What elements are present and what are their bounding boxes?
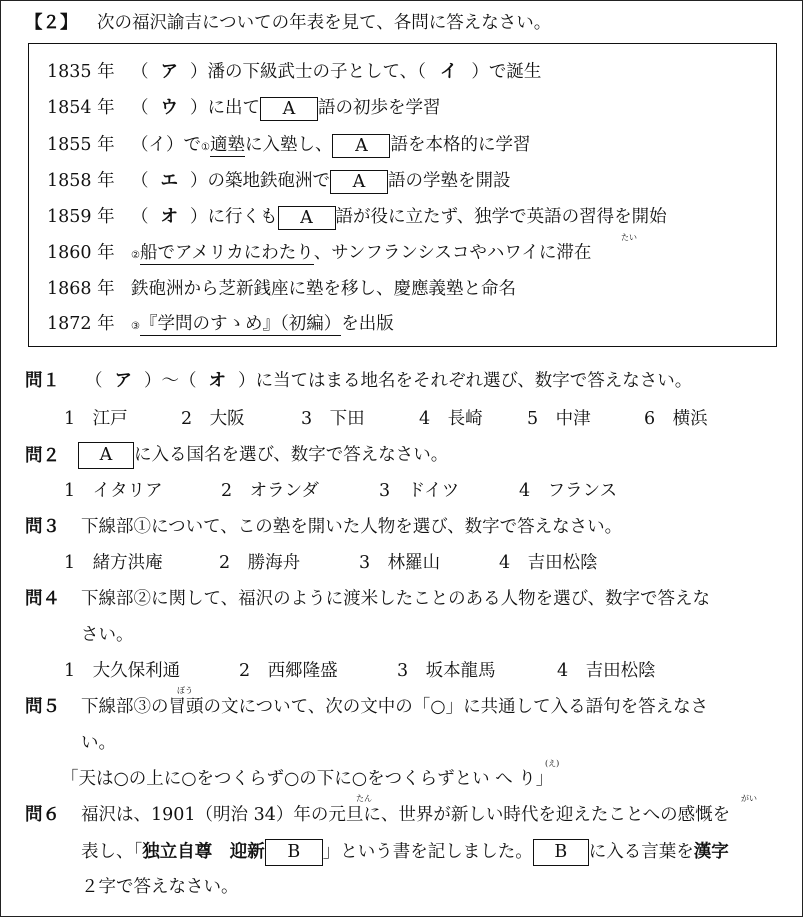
- question-text: A に入る国名を選び、数字で答えなさい。: [78, 442, 448, 469]
- question-text-line1: 下線部③の冒頭の文について、次の文中の「○」に共通して入る語句を答えなさ: [81, 697, 709, 717]
- timeline-event: （ エ ）の築地鉄砲洲で A 語の学塾を開設: [131, 171, 511, 192]
- timeline-year: 1859 年: [47, 207, 115, 227]
- choice-item: 4 フランス: [519, 481, 618, 501]
- motto-text: 独立自尊 迎新: [142, 842, 265, 862]
- quoted-sentence: 「天は○の上に○をつくらず○の下に○をつくらずとい へ り」: [61, 769, 554, 789]
- question-label: 問５: [25, 697, 60, 717]
- underlined-book-title: 『学問のすゝめ』（初編）: [139, 314, 342, 334]
- question-label: 問２: [25, 446, 60, 466]
- timeline-event: ②船でアメリカにわたり、サンフランシスコやハワイに滞在: [131, 243, 592, 263]
- answer-box-a: A: [78, 442, 134, 469]
- answer-box-a: A: [278, 206, 336, 230]
- answer-box-a: A: [260, 97, 318, 121]
- timeline-event: ③『学問のすゝめ』（初編）を出版: [131, 314, 394, 334]
- timeline-event: （イ）で①適塾に入塾し、 A 語を本格的に学習: [131, 135, 531, 156]
- blank-i: イ: [439, 62, 458, 82]
- question-text: 下線部①について、この塾を開いた人物を選び、数字で答えなさい。: [81, 517, 623, 537]
- choice-item: 1 大久保利通: [64, 661, 181, 681]
- question-text-line1: 下線部②に関して、福沢のように渡米したことのある人物を選び、数字で答えな: [81, 589, 710, 609]
- underline-mark-3: ③: [131, 321, 140, 332]
- timeline-year: 1855 年: [47, 135, 115, 155]
- section-number: 【２】: [25, 13, 78, 33]
- question-text-line3: ２字で答えなさい。: [81, 877, 239, 897]
- answer-box-b: B: [265, 839, 323, 866]
- choice-item: 2 オランダ: [221, 481, 319, 501]
- timeline-event: （ ア ）潘の下級武士の子として、（ イ ）で誕生: [131, 62, 542, 82]
- choice-item: 1 緒方洪庵: [64, 553, 163, 573]
- choice-item: 4 吉田松陰: [557, 661, 656, 681]
- choice-item: 1 江戸: [64, 409, 128, 429]
- timeline-event: （ オ ）に行くも A 語が役に立たず、独学で英語の習得を開始: [131, 207, 667, 228]
- choice-item: 4 吉田松陰: [499, 553, 598, 573]
- choice-item: 2 西郷隆盛: [239, 661, 338, 681]
- underline-mark-1: ①: [201, 142, 210, 153]
- timeline-year: 1872 年: [47, 314, 115, 334]
- choice-item: 3 坂本龍馬: [397, 661, 496, 681]
- ruby-bou: ぼう: [177, 686, 193, 695]
- answer-box-a: A: [332, 134, 390, 158]
- timeline-year: 1860 年: [47, 243, 115, 263]
- question-text-line2: さい。: [81, 625, 134, 645]
- ruby-e: (え): [545, 759, 560, 768]
- question-label: 問１: [25, 371, 60, 391]
- choice-item: 1 イタリア: [64, 481, 163, 501]
- blank-e: エ: [160, 171, 178, 191]
- question-text-line1: 福沢は、1901（明治 34）年の元旦に、世界が新しい時代を迎えたことへの感慨を: [81, 805, 731, 825]
- blank-o: オ: [160, 207, 178, 227]
- blank-u: ウ: [160, 98, 178, 118]
- timeline-box: [28, 43, 777, 347]
- underlined-voyage: 船でアメリカにわたり: [139, 243, 314, 263]
- answer-box-b: B: [533, 839, 589, 866]
- choice-item: 2 勝海舟: [219, 553, 301, 573]
- question-text: （ ア ）～（ オ ）に当てはまる地名をそれぞれ選び、数字で答えなさい。: [85, 371, 693, 391]
- answer-box-a: A: [330, 170, 388, 194]
- intro-text: 次の福沢諭吉についての年表を見て、各問に答えなさい。: [97, 13, 552, 33]
- choice-item: 3 ドイツ: [379, 481, 460, 501]
- ruby-gai: がい: [741, 794, 757, 803]
- timeline-year: 1854 年: [47, 98, 115, 118]
- blank-a: ア: [160, 62, 178, 82]
- question-text-line2: 表し、「独立自尊 迎新 B 」という書を記しました。 B に入る言葉を漢字: [81, 839, 729, 866]
- timeline-year: 1858 年: [47, 171, 115, 191]
- choice-item: 3 林羅山: [359, 553, 441, 573]
- choice-item: 2 大阪: [181, 409, 245, 429]
- choice-item: 3 下田: [301, 409, 365, 429]
- question-label: 問４: [25, 589, 60, 609]
- underline-mark-2: ②: [131, 250, 140, 261]
- choice-item: 4 長崎: [419, 409, 483, 429]
- timeline-event: （ ウ ）に出て A 語の初歩を学習: [131, 98, 441, 119]
- timeline-year: 1868 年: [47, 279, 115, 299]
- question-label: 問３: [25, 517, 60, 537]
- question-label: 問６: [25, 805, 60, 825]
- ruby-tai: たい: [621, 233, 637, 242]
- timeline-event: 鉄砲洲から芝新銭座に塾を移し、慶應義塾と命名: [131, 279, 516, 299]
- choice-item: 5 中津: [527, 409, 591, 429]
- question-text-line2: い。: [81, 733, 116, 753]
- kanji-emphasis: 漢字: [693, 842, 729, 862]
- underlined-tekijuku: 適塾: [209, 135, 245, 155]
- ruby-tan: たん: [356, 794, 372, 803]
- timeline-year: 1835 年: [47, 62, 115, 82]
- choice-item: 6 横浜: [644, 409, 708, 429]
